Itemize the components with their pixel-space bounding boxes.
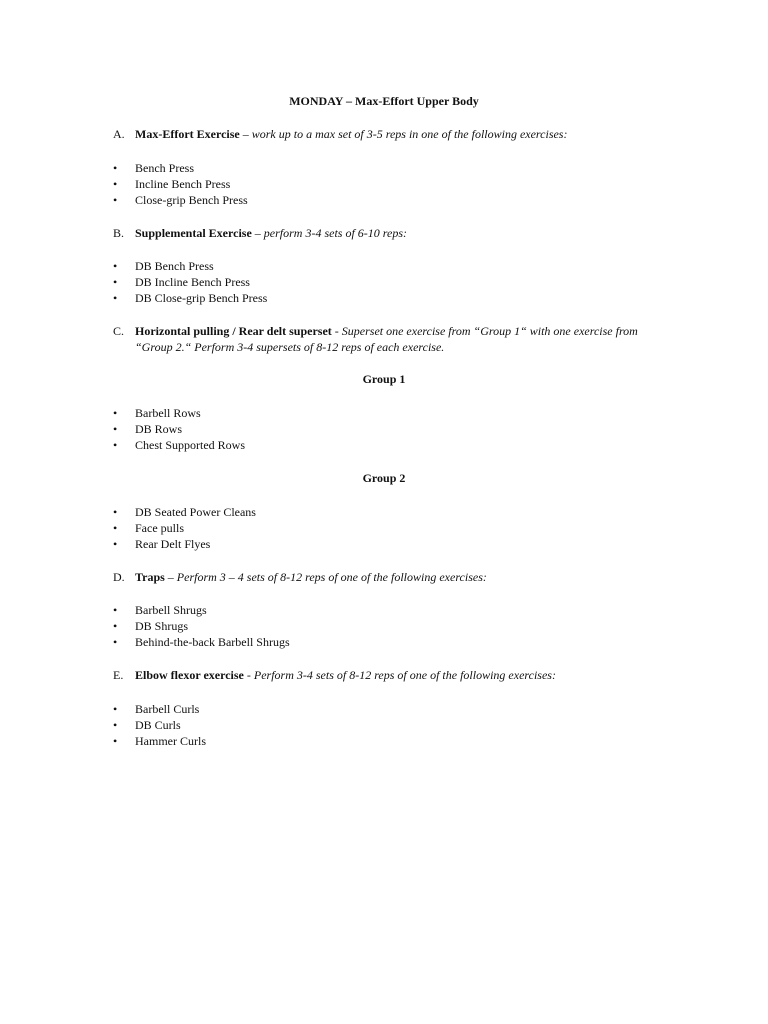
section-c-header [113, 323, 673, 355]
list-item: • Face pulls [113, 521, 184, 535]
section-instruction: Superset one exercise from “Group 1“ with one exercise from “Group 2.“ Perform 3-4 supersets of 8-12 reps of each exercise. [135, 324, 638, 354]
list-item: • Barbell Shrugs [113, 603, 207, 617]
bullet-icon: • [113, 438, 118, 452]
group-1-heading: Group 1 [362, 372, 406, 386]
section-e-list [113, 701, 206, 749]
section-letter: A. [113, 127, 125, 141]
list-item: • DB Curls [113, 718, 181, 732]
section-instruction: perform 3-4 sets of 6-10 reps: [263, 226, 407, 240]
bullet-icon: • [113, 291, 118, 305]
section-heading: Elbow flexor exercise [135, 668, 244, 682]
group-2-list [113, 504, 256, 552]
section-d-header [113, 569, 673, 585]
section-e-header [113, 667, 673, 683]
list-item: • DB Rows [113, 422, 183, 436]
section-letter: D. [113, 570, 125, 584]
list-item: • Barbell Curls [113, 702, 200, 716]
bullet-icon: • [113, 505, 118, 519]
section-heading: Max-Effort Exercise [135, 127, 240, 141]
section-heading: Supplemental Exercise [135, 226, 252, 240]
section-b-header [113, 225, 673, 241]
section-separator: - [331, 324, 342, 338]
list-item: • DB Shrugs [113, 619, 189, 633]
bullet-icon: • [113, 537, 118, 551]
list-item: • DB Close-grip Bench Press [113, 291, 268, 305]
section-heading: Horizontal pulling / Rear delt superset [135, 324, 332, 338]
section-separator: – [164, 570, 177, 584]
section-separator: – [239, 127, 252, 141]
section-a-header [113, 126, 673, 142]
list-item: • DB Bench Press [113, 259, 214, 273]
bullet-icon: • [113, 259, 118, 273]
list-item: • Barbell Rows [113, 406, 201, 420]
group-2-heading: Group 2 [362, 471, 406, 485]
bullet-icon: • [113, 702, 118, 716]
section-letter: C. [113, 324, 125, 338]
list-item: • Close-grip Bench Press [113, 193, 248, 207]
section-instruction: Perform 3-4 sets of 8-12 reps of one of the following exercises: [253, 668, 556, 682]
section-separator: - [243, 668, 254, 682]
bullet-icon: • [113, 275, 118, 289]
section-letter: E. [113, 668, 124, 682]
bullet-icon: • [113, 406, 118, 420]
bullet-icon: • [113, 718, 118, 732]
group-1-list [113, 405, 245, 453]
section-a-list [113, 160, 248, 208]
bullet-icon: • [113, 635, 118, 649]
section-d-list [113, 602, 290, 650]
list-item: • Hammer Curls [113, 734, 206, 748]
section-instruction: Perform 3 – 4 sets of 8-12 reps of one of the following exercises: [176, 570, 487, 584]
list-item: • Chest Supported Rows [113, 438, 246, 452]
bullet-icon: • [113, 521, 118, 535]
list-item: • Behind-the-back Barbell Shrugs [113, 635, 290, 649]
section-letter: B. [113, 226, 125, 240]
list-item: • Rear Delt Flyes [113, 537, 211, 551]
bullet-icon: • [113, 161, 118, 175]
list-item: • Bench Press [113, 161, 194, 175]
list-item: • Incline Bench Press [113, 177, 231, 191]
section-b-list [113, 258, 267, 306]
bullet-icon: • [113, 193, 118, 207]
bullet-icon: • [113, 619, 118, 633]
bullet-icon: • [113, 422, 118, 436]
page-title: MONDAY – Max-Effort Upper Body [289, 94, 479, 108]
list-item: • DB Incline Bench Press [113, 275, 250, 289]
bullet-icon: • [113, 734, 118, 748]
section-instruction: work up to a max set of 3-5 reps in one of the following exercises: [251, 127, 568, 141]
list-item: • DB Seated Power Cleans [113, 505, 256, 519]
bullet-icon: • [113, 603, 118, 617]
section-heading: Traps [135, 570, 165, 584]
section-separator: – [251, 226, 264, 240]
bullet-icon: • [113, 177, 118, 191]
